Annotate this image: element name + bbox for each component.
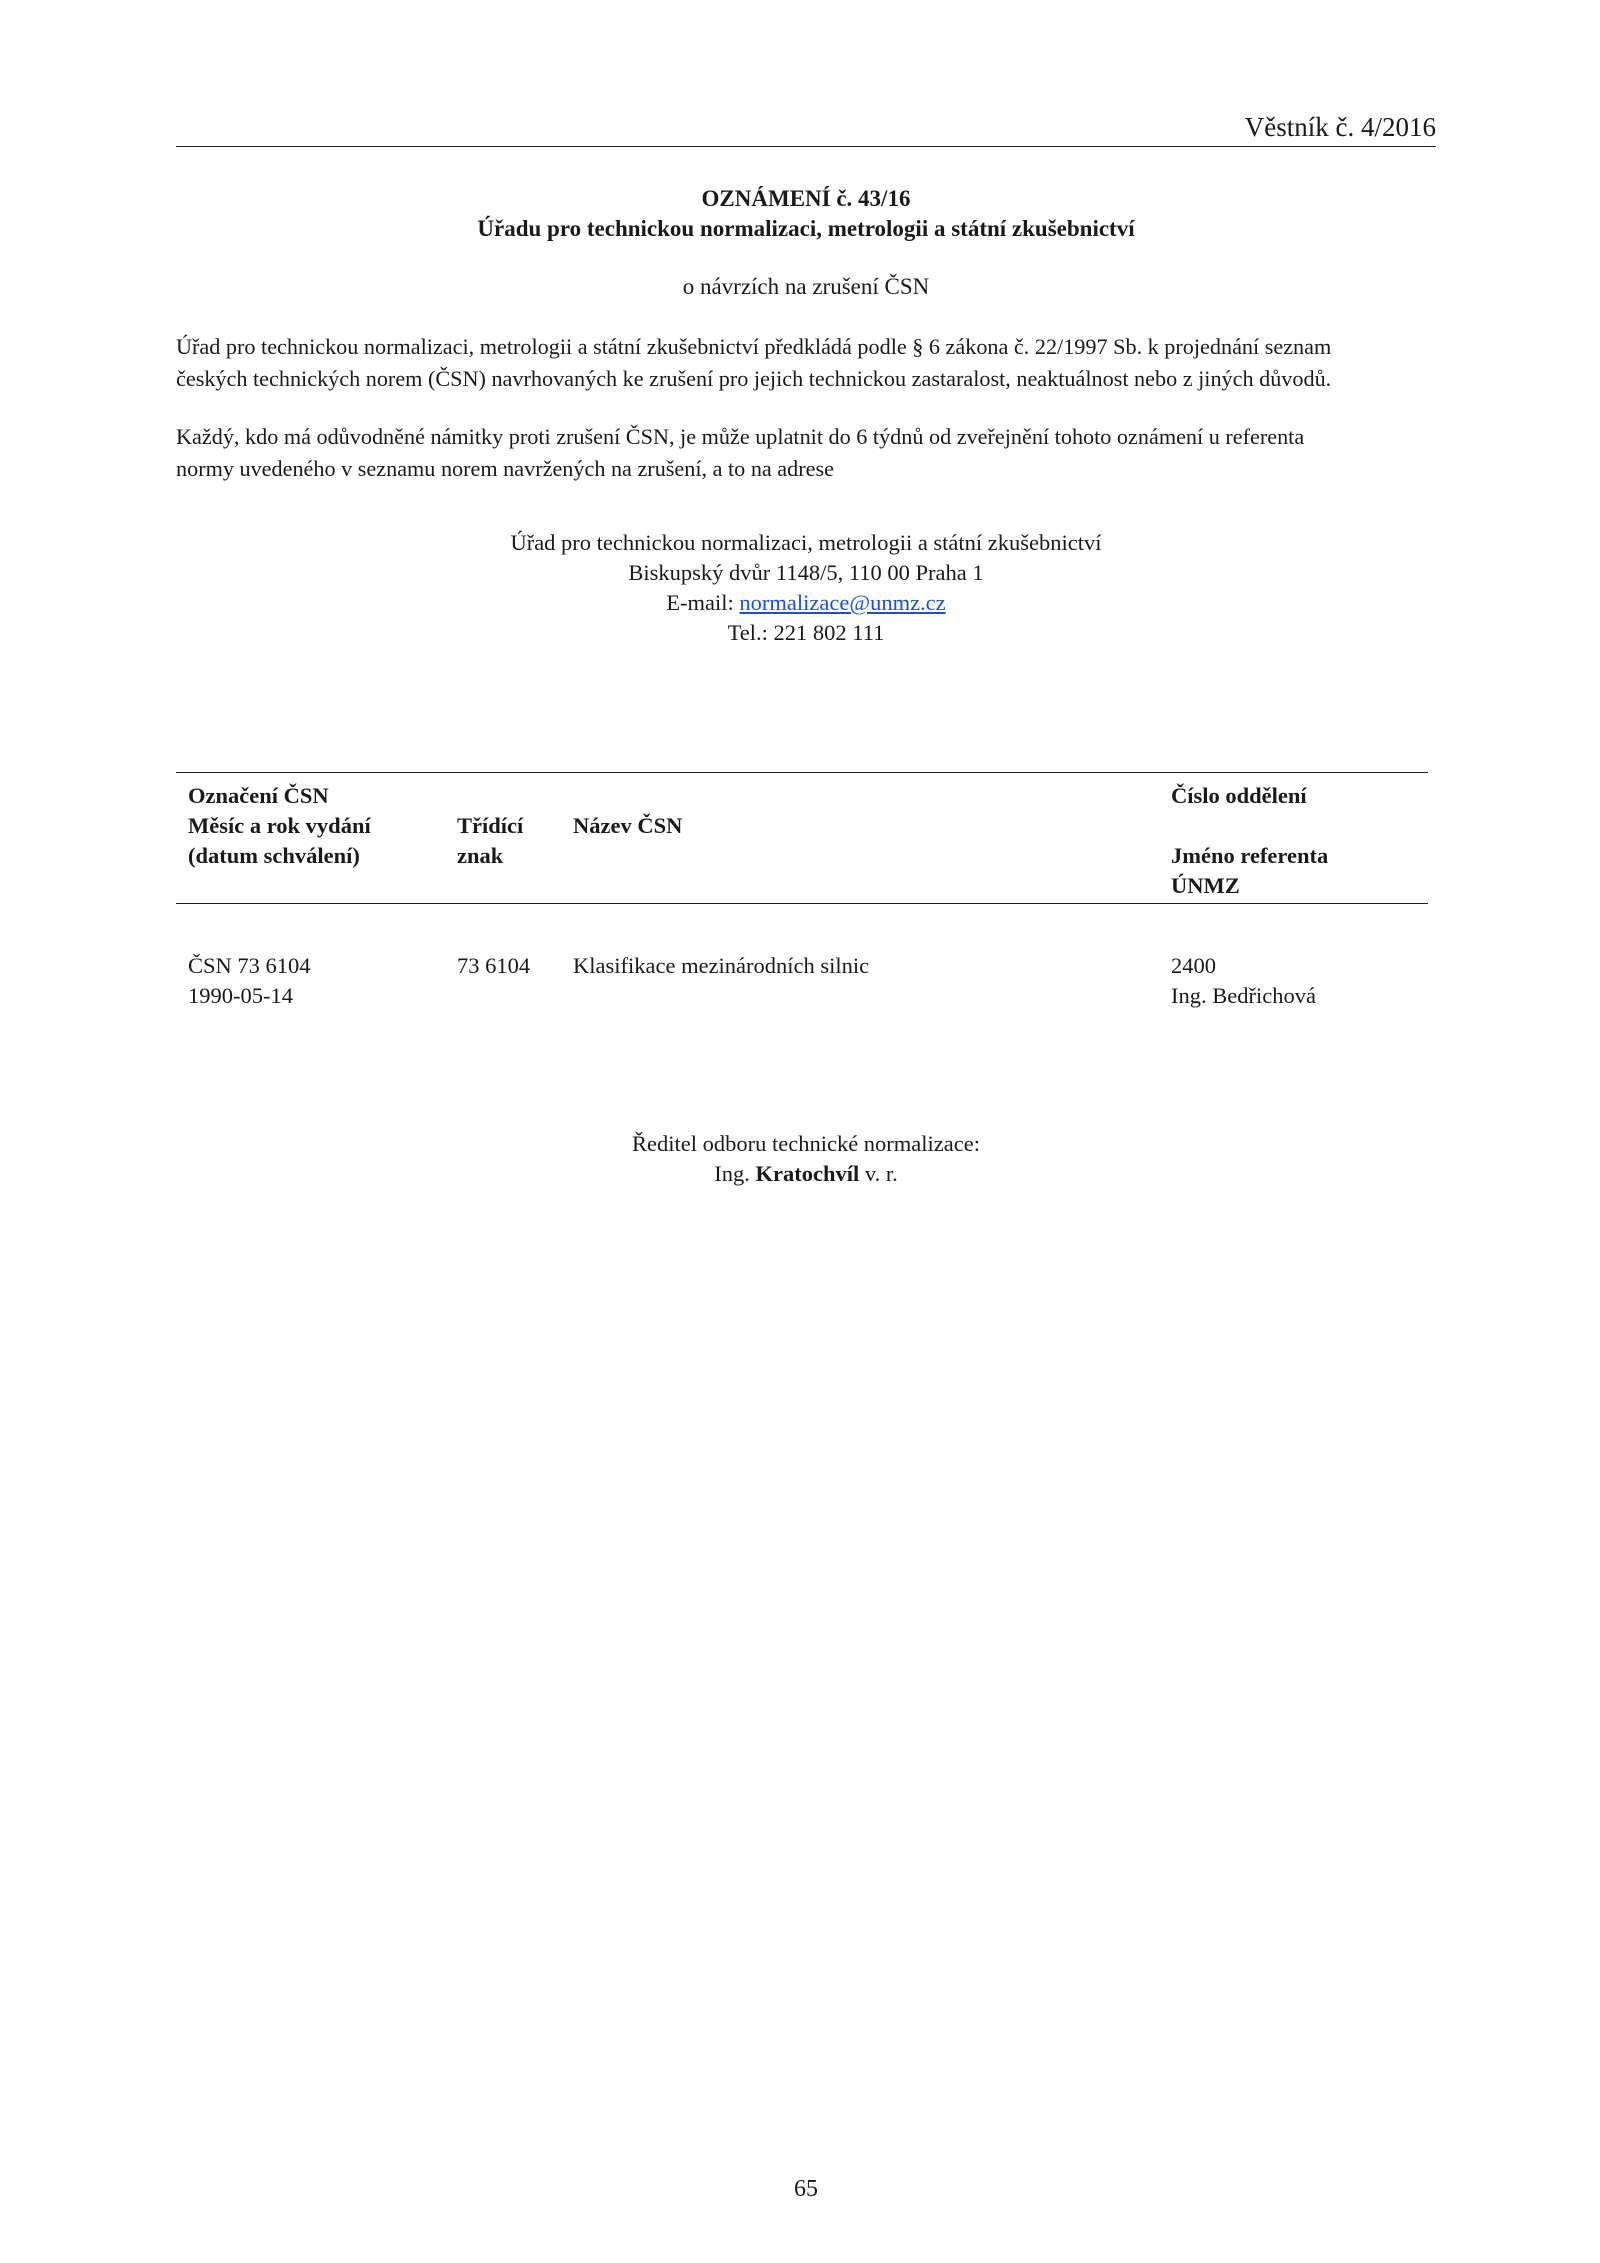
header-referent: Jméno referenta [1171, 843, 1329, 868]
row-designation: ČSN 73 6104 [188, 953, 311, 978]
signature-suffix: v. r. [859, 1161, 898, 1186]
row-standard-name: Klasifikace mezinárodních silnic [573, 953, 870, 978]
email-link[interactable]: normalizace@unmz.cz [739, 590, 946, 615]
journal-header: Věstník č. 4/2016 [1244, 112, 1436, 142]
objection-line-1: Každý, kdo má odůvodněné námitky proti zrušení ČSN, je může uplatnit do 6 týdnů od zveřejnění tohoto oznámení u referenta [176, 424, 1305, 449]
row-class-code: 73 6104 [457, 953, 531, 978]
notice-title: OZNÁMENÍ č. 43/16 [701, 186, 911, 211]
intro-line-2: českých technických norem (ČSN) navrhovaných ke zrušení pro jejich technickou zastaralost, neaktuálnost nebo z jiných důvodů. [176, 366, 1332, 391]
header-department: Číslo oddělení [1171, 783, 1307, 808]
header-approval-date: (datum schválení) [188, 843, 360, 868]
address-email-line [176, 588, 1436, 618]
row-referent: Ing. Bedřichová [1171, 983, 1316, 1008]
header-standard-name: Název ČSN [573, 813, 683, 838]
header-designation: Označení ČSN [188, 783, 329, 808]
table-top-rule [176, 772, 1428, 773]
row-department: 2400 [1171, 953, 1216, 978]
notice-issuer: Úřadu pro technickou normalizaci, metrologii a státní zkušebnictví [477, 216, 1135, 241]
header-class-code-2: znak [457, 843, 504, 868]
intro-paragraph [176, 331, 1436, 395]
header-unmz: ÚNMZ [1171, 873, 1240, 898]
header-issue-date: Měsíc a rok vydání [188, 813, 371, 838]
signature-name [176, 1159, 1436, 1189]
address-phone: Tel.: 221 802 111 [727, 620, 885, 645]
notice-subject: o návrzích na zrušení ČSN [682, 274, 930, 299]
address-block [176, 528, 1436, 648]
signature-surname: Kratochvíl [755, 1161, 860, 1186]
objection-paragraph [176, 421, 1436, 485]
address-office: Úřad pro technickou normalizaci, metrologii a státní zkušebnictví [510, 530, 1102, 555]
table-header-rule [176, 903, 1428, 904]
intro-line-1: Úřad pro technickou normalizaci, metrologii a státní zkušebnictví předkládá podle § 6 zákona č. 22/1997 Sb. k projednání seznam [176, 334, 1332, 359]
header-divider [176, 146, 1436, 147]
email-label: E-mail: [666, 590, 740, 615]
signature-prefix: Ing. [714, 1161, 756, 1186]
row-date: 1990-05-14 [188, 983, 293, 1008]
signature-role: Ředitel odboru technické normalizace: [632, 1131, 980, 1156]
objection-line-2: normy uvedeného v seznamu norem navržených na zrušení, a to na adrese [176, 456, 834, 481]
page-number: 65 [794, 2176, 818, 2202]
header-class-code-1: Třídící [457, 813, 524, 838]
address-street: Biskupský dvůr 1148/5, 110 00 Praha 1 [628, 560, 984, 585]
signature-block [176, 1129, 1436, 1189]
